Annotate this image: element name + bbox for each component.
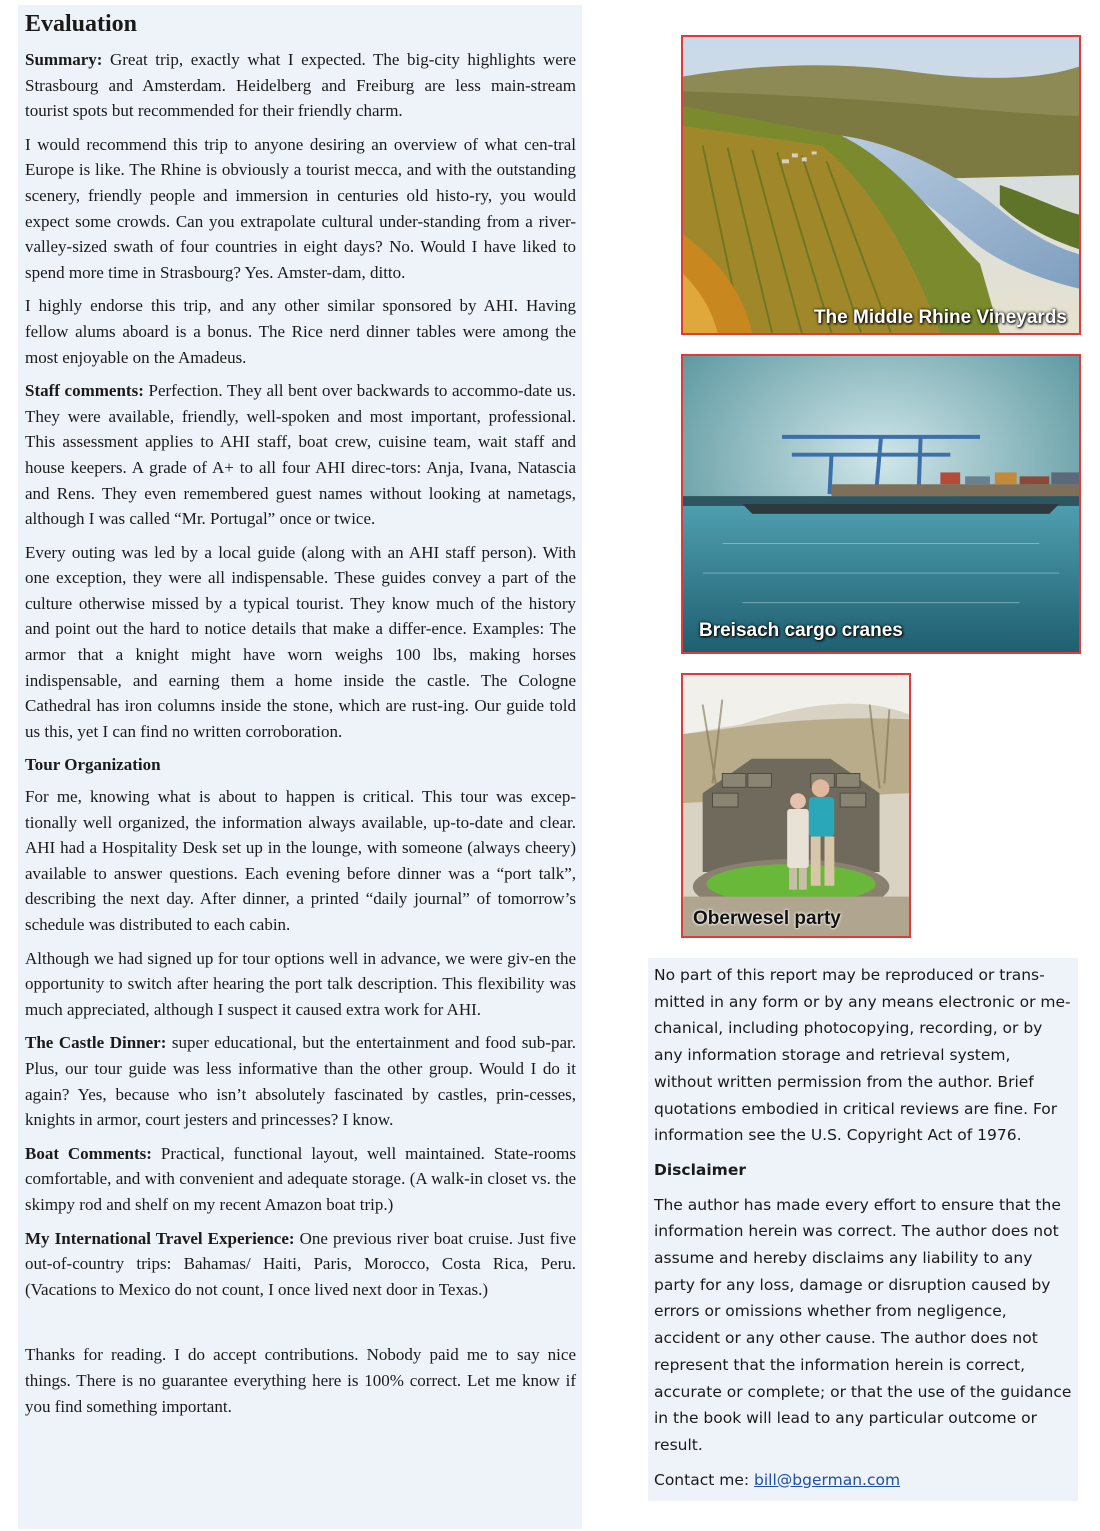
copyright-box [648, 958, 1078, 1501]
vineyards-caption: The Middle Rhine Vineyards [813, 307, 1067, 328]
contact-label: Contact me: [654, 1470, 755, 1489]
tour-organization-heading: Tour Organization [25, 755, 161, 775]
castle-paragraph [25, 1030, 576, 1132]
staff-text: Perfection. They all bent over backwards to accommo-date us. They were available, friendly, well-spoken and most important, professional. This assessment applies to AHI staff, boat crew, cuisine team, wait staff and house keepers. A grade of A+ to all four AHI direc-tors: Anja, Ivana, Natascia and Rens. They even remembered guest names without looking at nametags, although I was called “Mr. Portugal” once or twice. [25, 381, 576, 529]
party-caption: Oberwesel party [693, 908, 841, 929]
disclaimer-text: The author has made every effort to ensure that the information herein was correct. The author does not assume and hereby disclaims any liability to any party for any loss, damage or disruption caused by errors or omissions whether from negligence, accident or any other cause. The author does not represent that the information herein is correct, accurate or complete; or that the use of the guidance in the book will lead to any particular outcome or result. [654, 1195, 1072, 1454]
copyright-notice: No part of this report may be reproduced or trans-mitted in any form or by any means electronic or me-chanical, including photocopying, recording, or by any information storage and retrieval system, without written permission from the author. Brief quotations embodied in critical reviews are fine. For information see the U.S. Copyright Act of 1976. [654, 966, 1071, 1145]
staff-label: Staff comments: [25, 381, 144, 401]
endorse-paragraph: I highly endorse this trip, and any other similar sponsored by AHI. Having fellow alums aboard is a bonus. The Rice nerd dinner tables were among the most enjoyable on the Amadeus. [25, 296, 576, 367]
party-image [683, 675, 909, 936]
travel-experience-label: My International Travel Experience: [25, 1228, 295, 1248]
boat-text: Practical, functional layout, well maintained. State-rooms comfortable, and with convenient and adequate storage. (A walk-in closet vs. the skimpy rod and shelf on my recent Amazon boat trip.) [25, 1143, 576, 1214]
staff-paragraph [25, 378, 576, 532]
boat-paragraph [25, 1141, 576, 1218]
summary-label: Summary: [25, 50, 103, 69]
cranes-image [683, 356, 1079, 652]
recommend-paragraph: I would recommend this trip to anyone desiring an overview of what cen-tral Europe is like. The Rhine is obviously a tourist mecca, and with the outstanding scenery, friendly people and immersion in centuries old histo-ry, you would expect some crowds. Can you extrapolate cultural under-standing from a river-valley-sized swath of four countries in eight days? No. Would I have liked to spend more time in Strasbourg? Yes. Amster-dam, ditto. [25, 134, 576, 282]
breisach-cranes-photo [681, 354, 1081, 654]
summary-paragraph [25, 47, 576, 124]
boat-label: Boat Comments: [25, 1143, 152, 1163]
evaluation-column [18, 5, 582, 1529]
vineyards-image [683, 37, 1079, 333]
guides-paragraph: Every outing was led by a local guide (along with an AHI staff person). With one exception, they were all indispensable. These guides convey a part of the culture otherwise missed by a typical tourist. They know much of the history and point out the hard to notice details that make a differ-ence. Examples: The armor that a knight might have worn weighs 100 lbs, making horses indispensable, and earning them a home inside the castle. The Cologne Cathedral has iron columns inside the stone, which are rust-ing. Our guide told us this, yet I can find no written corroboration. [25, 542, 576, 741]
travel-experience-text: One previous river boat cruise. Just five out-of-country trips: Bahamas/ Haiti, Paris, Morocco, Costa Rica, Peru. (Vacations to Mexico do not count, I once lived next door in Texas.) [25, 1228, 577, 1299]
castle-text: super educational, but the entertainment and food sub-par. Plus, our tour guide was less informative than the other group. Would I do it again? Yes, because who isn’t absolutely fascinated by castles, prin-cesses, knights in armor, court jesters and princesses? I know. [25, 1033, 576, 1130]
rhine-vineyards-photo [681, 35, 1081, 335]
page-title: Evaluation [25, 11, 138, 37]
contact-email-link[interactable]: bill@bgerman.com [754, 1470, 901, 1489]
thanks-paragraph: Thanks for reading. I do accept contributions. Nobody paid me to say nice things. There is no guarantee everything here is 100% correct. Let me know if you find something important. [25, 1345, 576, 1416]
options-paragraph: Although we had signed up for tour options well in advance, we were giv-en the opportunity to switch after hearing the port talk description. This flexibility was much appreciated, although I suspect it caused extra work for AHI. [25, 948, 576, 1019]
travel-experience-paragraph [25, 1226, 576, 1303]
disclaimer-heading: Disclaimer [654, 1160, 746, 1179]
cranes-caption: Breisach cargo cranes [699, 620, 903, 641]
contact-line [654, 1467, 1072, 1494]
oberwesel-party-photo [681, 673, 911, 938]
summary-text: Great trip, exactly what I expected. The big-city highlights were Strasbourg and Amsterdam. Heidelberg and Freiburg are less main-stream tourist spots but recommended for their friendly charm. [25, 50, 576, 121]
castle-label: The Castle Dinner: [25, 1033, 167, 1053]
organization-paragraph: For me, knowing what is about to happen is critical. This tour was excep-tionally well organized, the information always available, up-to-date and clear. AHI had a Hospitality Desk set up in the lounge, with someone (always cheery) available to answer questions. Each evening before dinner was a “port talk”, describing the next day. After dinner, a printed “daily journal” of tomorrow’s schedule was distributed to each cabin. [25, 787, 576, 934]
